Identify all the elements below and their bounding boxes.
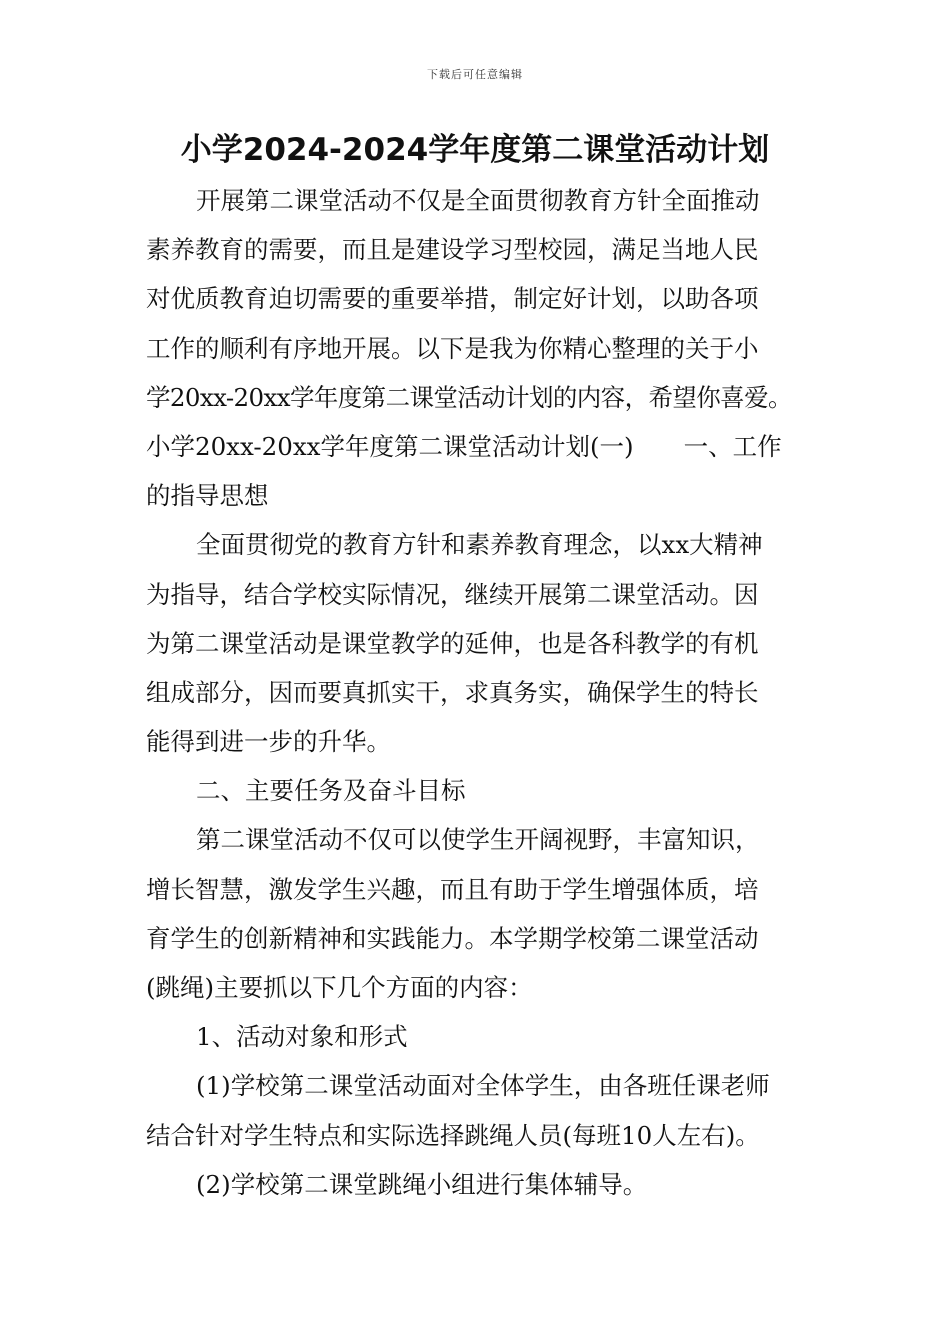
paragraph-line: 为指导，结合学校实际情况，继续开展第二课堂活动。因 — [146, 579, 759, 609]
document-body — [146, 176, 816, 1209]
paragraph-line: 能得到进一步的升华。 — [146, 727, 391, 757]
paragraph-line: 为第二课堂活动是课堂教学的延伸，也是各科教学的有机 — [146, 628, 759, 658]
section-heading: 二、主要任务及奋斗目标 — [196, 776, 466, 806]
paragraph-line: 工作的顺利有序地开展。以下是我为你精心整理的关于小 — [146, 333, 759, 363]
paragraph-line: 的指导思想 — [146, 481, 269, 511]
paragraph-line: 学20xx-20xx学年度第二课堂活动计划的内容，希望你喜爱。 — [146, 382, 792, 412]
paragraph-line: 组成部分，因而要真抓实干，求真务实，确保学生的特长 — [146, 677, 759, 707]
paragraph-line: 结合针对学生特点和实际选择跳绳人员(每班10人左右)。 — [146, 1120, 760, 1150]
paragraph-line: (2)学校第二课堂跳绳小组进行集体辅导。 — [196, 1169, 648, 1199]
section-heading-part1: 小学20xx-20xx学年度第二课堂活动计划(一) — [146, 431, 634, 461]
paragraph-line: (1)学校第二课堂活动面对全体学生，由各班任课老师 — [196, 1071, 770, 1101]
section-heading-part2: 一、工作 — [683, 431, 782, 461]
header-note: 下载后可任意编辑 — [427, 68, 523, 81]
paragraph-line: 第二课堂活动不仅可以使学生开阔视野，丰富知识， — [196, 825, 760, 855]
subsection-heading: 1、活动对象和形式 — [196, 1022, 408, 1052]
paragraph-line: 全面贯彻党的教育方针和素养教育理念，以xx大精神 — [196, 530, 763, 560]
paragraph-line — [146, 422, 816, 471]
paragraph-line: 素养教育的需要，而且是建设学习型校园，满足当地人民 — [146, 235, 759, 265]
document-title: 小学2024-2024学年度第二课堂活动计划 — [180, 132, 770, 168]
paragraph-line: 增长智慧，激发学生兴趣，而且有助于学生增强体质，培 — [146, 874, 759, 904]
paragraph-line: 育学生的创新精神和实践能力。本学期学校第二课堂活动 — [146, 923, 759, 953]
paragraph-line: 对优质教育迫切需要的重要举措，制定好计划，以助各项 — [146, 284, 759, 314]
paragraph-line: (跳绳)主要抓以下几个方面的内容： — [146, 973, 533, 1002]
paragraph-line: 开展第二课堂活动不仅是全面贯彻教育方针全面推动 — [196, 186, 760, 215]
